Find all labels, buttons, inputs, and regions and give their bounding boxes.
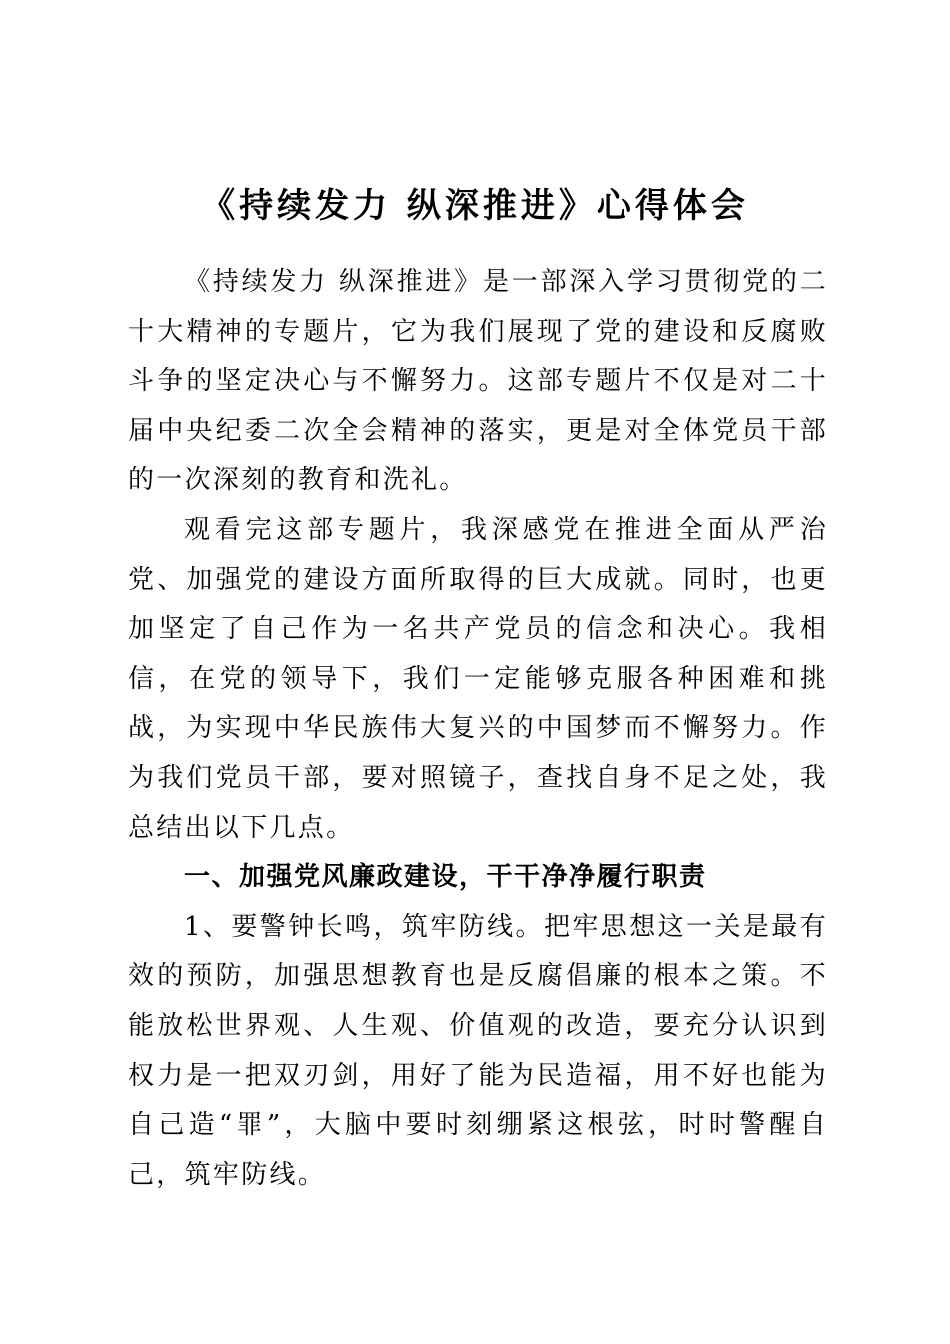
section-heading: 一、加强党风廉政建设，干干净净履行职责 (184, 862, 707, 893)
section-paragraph: 1、要警钟长鸣，筑牢防线。把牢思想这一关是最有效的预防，加强思想教育也是反腐倡廉的根本之策。不能放松世界观、人生观、价值观的改造，要充分认识到权力是一把双刃剑，用好了能为民造福，用不好也能为自己造“罪”，大脑中要时刻绷紧这根弦，时时警醒自己，筑牢防线。 (128, 911, 828, 1190)
document-body (128, 258, 828, 1200)
paragraph-intro: 《持续发力 纵深推进》是一部深入学习贯彻党的二十大精神的专题片，它为我们展现了党的建设和反腐败斗争的坚定决心与不懈努力。这部专题片不仅是对二十届中央纪委二次全会精神的落实，更是对全体党员干部的一次深刻的教育和洗礼。 (128, 267, 828, 496)
paragraph-reflection: 观看完这部专题片，我深感党在推进全面从严治党、加强党的建设方面所取得的巨大成就。同时，也更加坚定了自己作为一名共产党员的信念和决心。我相信，在党的领导下，我们一定能够克服各种困难和挑战，为实现中华民族伟大复兴的中国梦而不懈努力。作为我们党员干部，要对照镜子，查找自身不足之处，我总结出以下几点。 (128, 514, 828, 843)
document-title: 《持续发力 纵深推进》心得体会 (201, 186, 749, 226)
